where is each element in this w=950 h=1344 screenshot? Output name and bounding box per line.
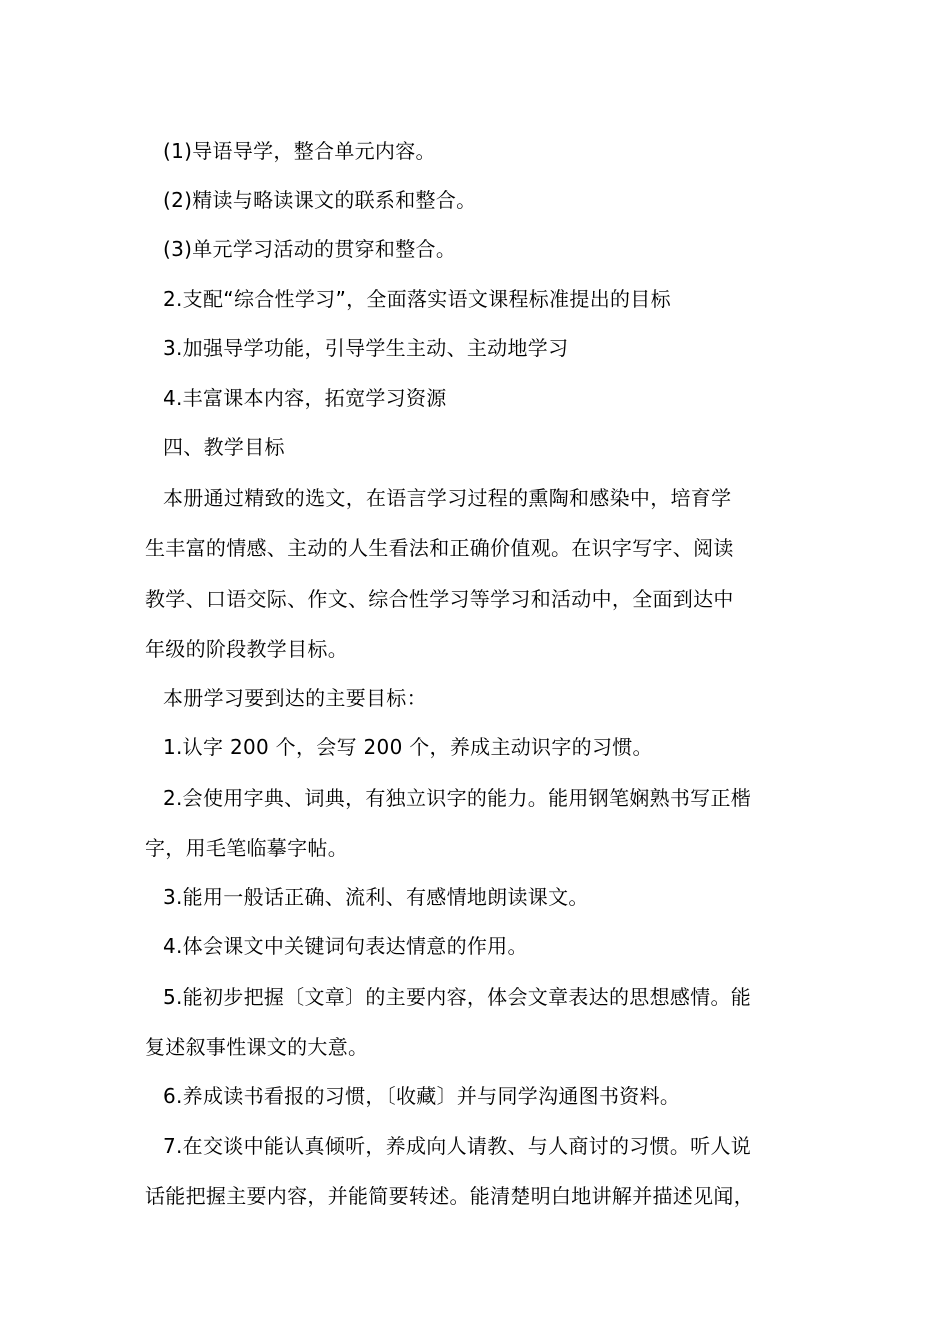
paragraph-line: 4.丰富课本内容，拓宽学习资源 bbox=[163, 386, 447, 410]
paragraph-line: 2.会使用字典、词典，有独立识字的能力。能用钢笔娴熟书写正楷 bbox=[163, 786, 752, 810]
paragraph-line: 复述叙事性课文的大意。 bbox=[145, 1035, 369, 1059]
paragraph-line: 3.能用一般话正确、流利、有感情地朗读课文。 bbox=[163, 885, 589, 909]
paragraph-line: 5.能初步把握〔文章〕的主要内容，体会文章表达的思想感情。能 bbox=[163, 985, 752, 1009]
paragraph-line: 本册通过精致的选文，在语言学习过程的熏陶和感染中，培育学 bbox=[163, 486, 732, 510]
paragraph-line: 字，用毛笔临摹字帖。 bbox=[145, 836, 348, 860]
paragraph-line: (3)单元学习活动的贯穿和整合。 bbox=[163, 237, 457, 261]
paragraph-line: (1)导语导学，整合单元内容。 bbox=[163, 139, 436, 163]
paragraph-line: 1.认字 200 个，会写 200 个，养成主动识字的习惯。 bbox=[163, 735, 653, 759]
section-heading: 四、教学目标 bbox=[163, 435, 285, 459]
paragraph-line: (2)精读与略读课文的联系和整合。 bbox=[163, 188, 477, 212]
paragraph-line: 7.在交谈中能认真倾听，养成向人请教、与人商讨的习惯。听人说 bbox=[163, 1134, 752, 1158]
paragraph-line: 生丰富的情感、主动的人生看法和正确价值观。在识字写字、阅读 bbox=[145, 536, 734, 560]
paragraph-line: 本册学习要到达的主要目标： bbox=[163, 686, 427, 710]
paragraph-line: 2.支配“综合性学习”，全面落实语文课程标准提出的目标 bbox=[163, 287, 671, 311]
paragraph-line: 年级的阶段教学目标。 bbox=[145, 637, 348, 661]
paragraph-line: 教学、口语交际、作文、综合性学习等学习和活动中，全面到达中 bbox=[145, 587, 734, 611]
paragraph-line: 6.养成读书看报的习惯，〔收藏〕并与同学沟通图书资料。 bbox=[163, 1084, 681, 1108]
paragraph-line: 3.加强导学功能，引导学生主动、主动地学习 bbox=[163, 336, 569, 360]
paragraph-line: 话能把握主要内容，并能简要转述。能清楚明白地讲解并描述见闻， bbox=[145, 1184, 754, 1208]
paragraph-line: 4.体会课文中关键词句表达情意的作用。 bbox=[163, 934, 528, 958]
